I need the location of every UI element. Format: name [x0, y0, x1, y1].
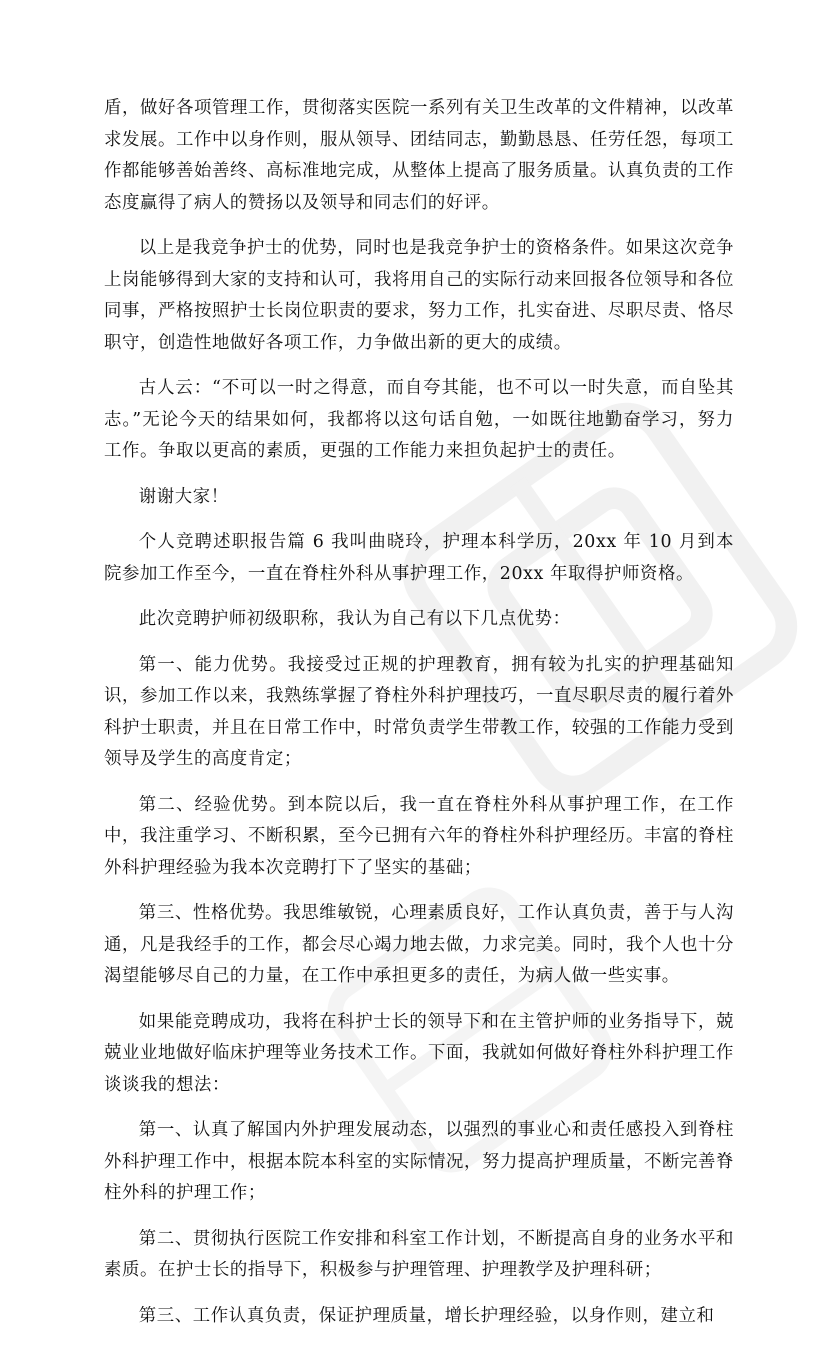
paragraph: 古人云：“不可以一时之得意，而自夸其能，也不可以一时失意，而自坠其志。”无论今天的结果如何，我都将以这句话自勉，一如既往地勤奋学习，努力工作。争取以更高的素质，更强的工作能力来担负起护士的责任。	[104, 378, 734, 461]
paragraph: 第一、认真了解国内外护理发展动态，以强烈的事业心和责任感投入到脊柱外科护理工作中，根据本院本科室的实际情况，努力提高护理质量，不断完善脊柱外科的护理工作；	[104, 1120, 734, 1203]
paragraph: 如果能竞聘成功，我将在科护士长的领导下和在主管护师的业务指导下，兢兢业业地做好临床护理等业务技术工作。下面，我就如何做好脊柱外科护理工作谈谈我的想法：	[104, 1011, 734, 1095]
paragraph: 第二、贯彻执行医院工作安排和科室工作计划，不断提高自身的业务水平和素质。在护士长的指导下，积极参与护理管理、护理教学及护理科研；	[104, 1228, 734, 1280]
paragraph: 第三、性格优势。我思维敏锐，心理素质良好，工作认真负责，善于与人沟通，凡是我经手的工作，都会尽心竭力地去做，力求完美。同时，我个人也十分渴望能够尽自己的力量，在工作中承担更多的责任，为病人做一些实事。	[104, 903, 734, 986]
paragraph: 第三、工作认真负责，保证护理质量，增长护理经验，以身作则，建立和	[138, 1305, 715, 1326]
paragraph: 谢谢大家！	[138, 486, 229, 507]
paragraph: 第一、能力优势。我接受过正规的护理教育，拥有较为扎实的护理基础知识，参加工作以来，我熟练掌握了脊柱外科护理技巧，一直尽职尽责的履行着外科护士职责，并且在日常工作中，时常负责学生带教工作，较强的工作能力受到领导及学生的高度肯定；	[104, 654, 734, 769]
paragraph: 第二、经验优势。到本院以后，我一直在脊柱外科从事护理工作，在工作中，我注重学习、不断积累，至今已拥有六年的脊柱外科护理经历。丰富的脊柱外科护理经验为我本次竞聘打下了坚实的基础；	[104, 794, 734, 878]
paragraph: 盾，做好各项管理工作，贯彻落实医院一系列有关卫生改革的文件精神，以改革求发展。工作中以身作则，服从领导、团结同志，勤勤恳恳、任劳任怨，每项工作都能够善始善终、高标准地完成，从整体上提高了服务质量。认真负责的工作态度赢得了病人的赞扬以及领导和同志们的好评。	[104, 98, 734, 213]
paragraph: 以上是我竞争护士的优势，同时也是我竞争护士的资格条件。如果这次竞争上岗能够得到大家的支持和认可，我将用自己的实际行动来回报各位领导和各位同事，严格按照护士长岗位职责的要求，努力工作，扎实奋进、尽职尽责、恪尽职守，创造性地做好各项工作，力争做出新的更大的成绩。	[104, 238, 734, 353]
paragraph: 此次竞聘护师初级职称，我认为自己有以下几点优势：	[138, 609, 571, 629]
paragraph: 个人竞聘述职报告篇 6 我叫曲晓玲，护理本科学历，20xx 年 10 月到本院参加工作至今，一直在脊柱外科从事护理工作，20xx 年取得护师资格。	[104, 532, 734, 584]
document-page	[104, 93, 734, 1346]
